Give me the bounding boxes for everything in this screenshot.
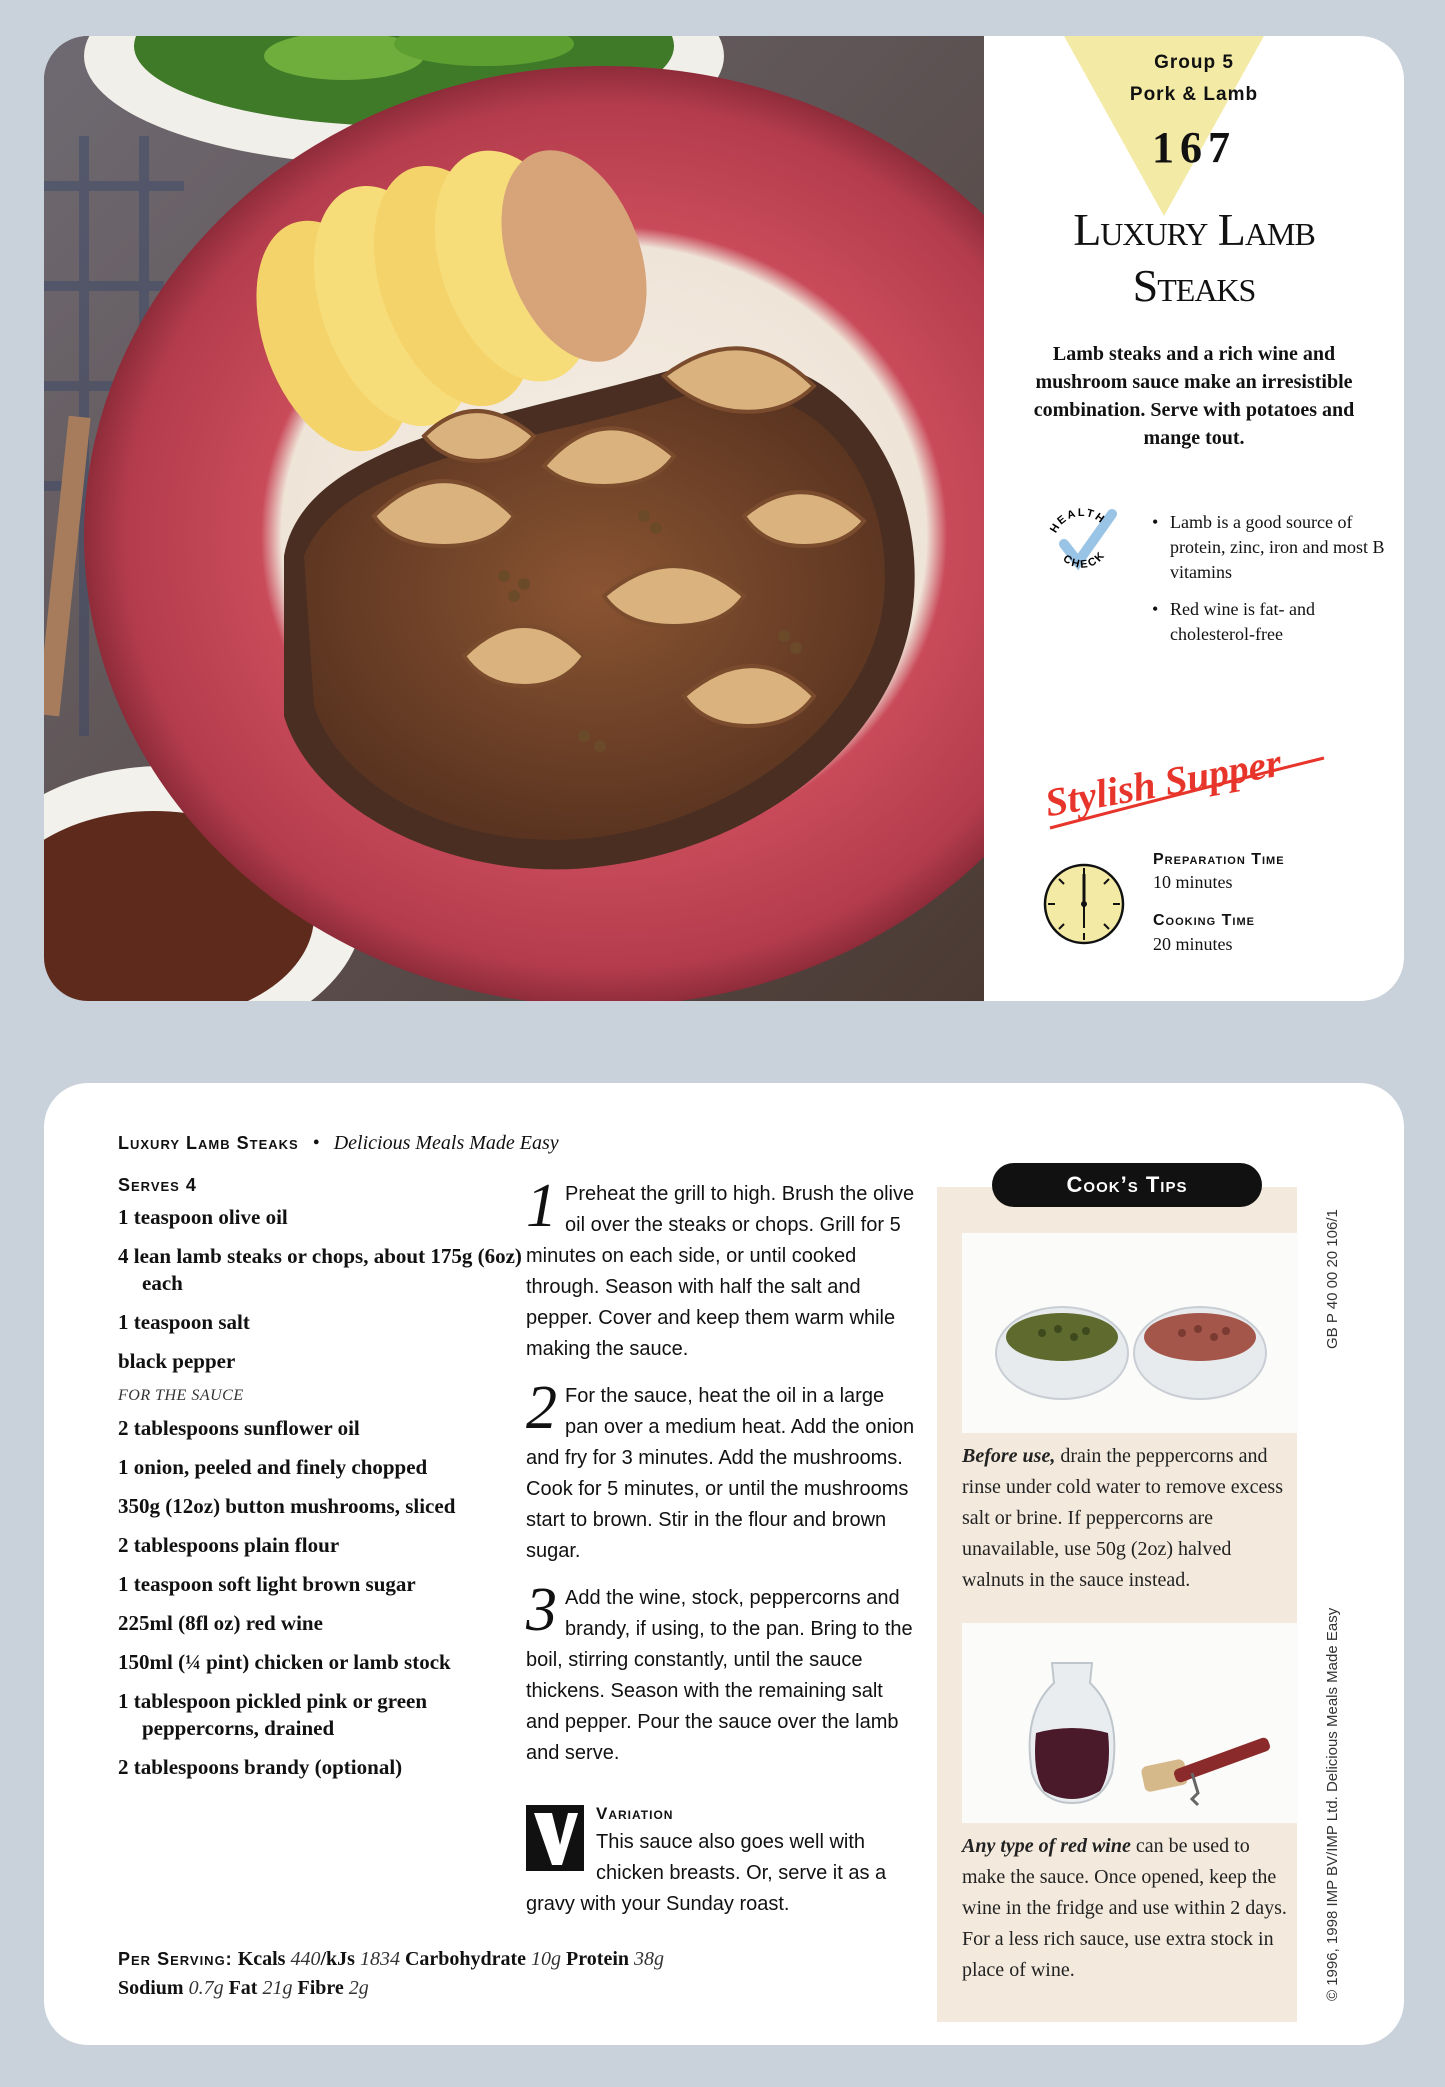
health-points xyxy=(1152,510,1392,659)
tip-lead: Any type of red wine xyxy=(962,1835,1131,1857)
step-number: 2 xyxy=(526,1374,557,1442)
ingredient-list-main xyxy=(118,1204,528,1375)
recipe-title-line1: Luxury Lamb xyxy=(1073,204,1315,255)
step-text: Preheat the grill to high. Brush the olive oil over the steaks or chops. Grill for 5 minutes on each side, or until cooked through. Season with half the salt and pepper. Cover and keep them warm while making the sauce. xyxy=(526,1183,915,1360)
kj-value: 1834 xyxy=(359,1948,400,1970)
ingredients xyxy=(118,1175,528,1793)
serves: Serves 4 xyxy=(118,1175,197,1195)
recipe-intro: Lamb steaks and a rich wine and mushroom sauce make an irresistible combination. Serve with potatoes and mange tout. xyxy=(1033,343,1355,449)
ingredient: 350g (12oz) button mushrooms, sliced xyxy=(118,1494,456,1518)
ingredient: 1 onion, peeled and finely chopped xyxy=(118,1455,428,1479)
prep-time-label: Preparation Time xyxy=(1153,851,1285,868)
protein-value: 38g xyxy=(634,1948,664,1970)
step-text: For the sauce, heat the oil in a large pan over a medium heat. Add the onion and fry for 3 minutes. Add the mushrooms. Cook for 5 minutes, or until the mushrooms start to brown. Stir in the flour and brown sugar. xyxy=(526,1385,915,1562)
tip-lead: Before use, xyxy=(962,1445,1056,1467)
tip-peppercorns xyxy=(962,1441,1298,1596)
recipe-card-back xyxy=(44,1083,1404,2045)
tip-body: drain the peppercorns and rinse under cold water to remove excess salt or brine. If peppercorns are unavailable, use 50g (2oz) halved walnuts in the sauce instead. xyxy=(962,1445,1283,1591)
sodium-value: 0.7g xyxy=(188,1977,224,1999)
group-category: Pork & Lamb xyxy=(1129,84,1259,105)
method-step xyxy=(526,1374,916,1567)
ingredient: 2 tablespoons sunflower oil xyxy=(118,1416,360,1440)
header-bullet: • xyxy=(312,1132,320,1154)
stylish-supper-logo xyxy=(1036,722,1336,842)
ingredient-list-sauce xyxy=(118,1415,528,1781)
tip-body: can be used to make the sauce. Once opened, keep the wine in the fridge and use within 2 days. For a less rich sauce, use extra stock in place of wine. xyxy=(962,1835,1287,1981)
health-point: • Red wine is fat- and cholesterol-free xyxy=(1152,597,1392,647)
ingredient: black pepper xyxy=(118,1349,236,1373)
step-number: 3 xyxy=(526,1576,557,1644)
variation-v-icon xyxy=(526,1805,584,1871)
cook-time-label: Cooking Time xyxy=(1153,912,1255,929)
back-header-title: Luxury Lamb Steaks xyxy=(118,1133,299,1153)
peppercorns-photo xyxy=(962,1233,1298,1433)
prep-time-value: 10 minutes xyxy=(1153,872,1233,892)
ingredient: 150ml (¼ pint) chicken or lamb stock xyxy=(118,1650,451,1674)
recipe-card-front xyxy=(44,36,1404,1001)
ingredient: 4 lean lamb steaks or chops, about 175g (6oz) each xyxy=(118,1244,522,1295)
step-text: Add the wine, stock, peppercorns and brandy, if using, to the pan. Bring to the boil, stirring constantly, until the sauce thickens. Season with the remaining salt and pepper. Pour the sauce over the lamb and serve. xyxy=(526,1587,913,1764)
cooks-tips-title: Cook’s Tips xyxy=(992,1163,1262,1207)
group-name: Group 5 xyxy=(1154,52,1234,73)
method-step xyxy=(526,1172,916,1365)
ingredient: 1 teaspoon soft light brown sugar xyxy=(118,1572,416,1596)
carbohydrate-value: 10g xyxy=(531,1948,562,1970)
variation xyxy=(526,1801,916,1920)
back-header xyxy=(118,1132,559,1155)
tip-red-wine xyxy=(962,1831,1298,1986)
health-badge-top-text: HEALTH xyxy=(1047,506,1108,536)
nutrition-label: Per Serving: xyxy=(118,1949,233,1969)
card-number: 167 xyxy=(1152,123,1236,172)
ingredient: 2 tablespoons brandy (optional) xyxy=(118,1755,403,1779)
wine-photo xyxy=(962,1623,1298,1823)
back-header-series: Delicious Meals Made Easy xyxy=(333,1132,559,1154)
clock-icon xyxy=(1042,862,1126,946)
copyright-notice: © 1996, 1998 IMP BV/IMP Ltd. Delicious Meals Made Easy xyxy=(1324,1607,1341,2001)
product-code: GB P 40 00 20 106/1 xyxy=(1324,1209,1341,1349)
health-badge-bottom-text: CHECK xyxy=(1060,548,1109,571)
svg-text:Stylish Supper: Stylish Supper xyxy=(1041,739,1285,826)
variation-heading: Variation xyxy=(596,1804,674,1823)
fat-value: 21g xyxy=(262,1977,293,1999)
ingredient: 225ml (8fl oz) red wine xyxy=(118,1611,323,1635)
recipe-title xyxy=(984,202,1404,314)
recipe-title-line2: Steaks xyxy=(1132,260,1256,311)
method-steps xyxy=(526,1172,916,1785)
cook-time-value: 20 minutes xyxy=(1153,934,1233,954)
ingredient: 1 teaspoon olive oil xyxy=(118,1205,288,1229)
ingredient: 1 teaspoon salt xyxy=(118,1310,250,1334)
ingredient: 2 tablespoons plain flour xyxy=(118,1533,340,1557)
health-check-icon xyxy=(1042,504,1122,584)
ingredient: 1 tablespoon pickled pink or green peppercorns, drained xyxy=(118,1689,428,1740)
sauce-heading: FOR THE SAUCE xyxy=(118,1387,244,1404)
fibre-value: 2g xyxy=(348,1977,369,1999)
nutrition-per-serving: Per Serving: Kcals 440/kJs 1834 Carbohydrate 10g Protein 38g Sodium 0.7g Fat 21g Fibre 2g xyxy=(118,1948,664,1999)
step-number: 1 xyxy=(526,1172,557,1240)
kcals-value: 440 xyxy=(290,1948,321,1970)
dish-photo xyxy=(44,36,984,1001)
variation-text: This sauce also goes well with chicken breasts. Or, serve it as a gravy with your Sunday roast. xyxy=(526,1831,887,1915)
health-point: • Lamb is a good source of protein, zinc, iron and most B vitamins xyxy=(1152,510,1392,585)
method-step xyxy=(526,1576,916,1769)
front-info-panel xyxy=(984,36,1404,1001)
